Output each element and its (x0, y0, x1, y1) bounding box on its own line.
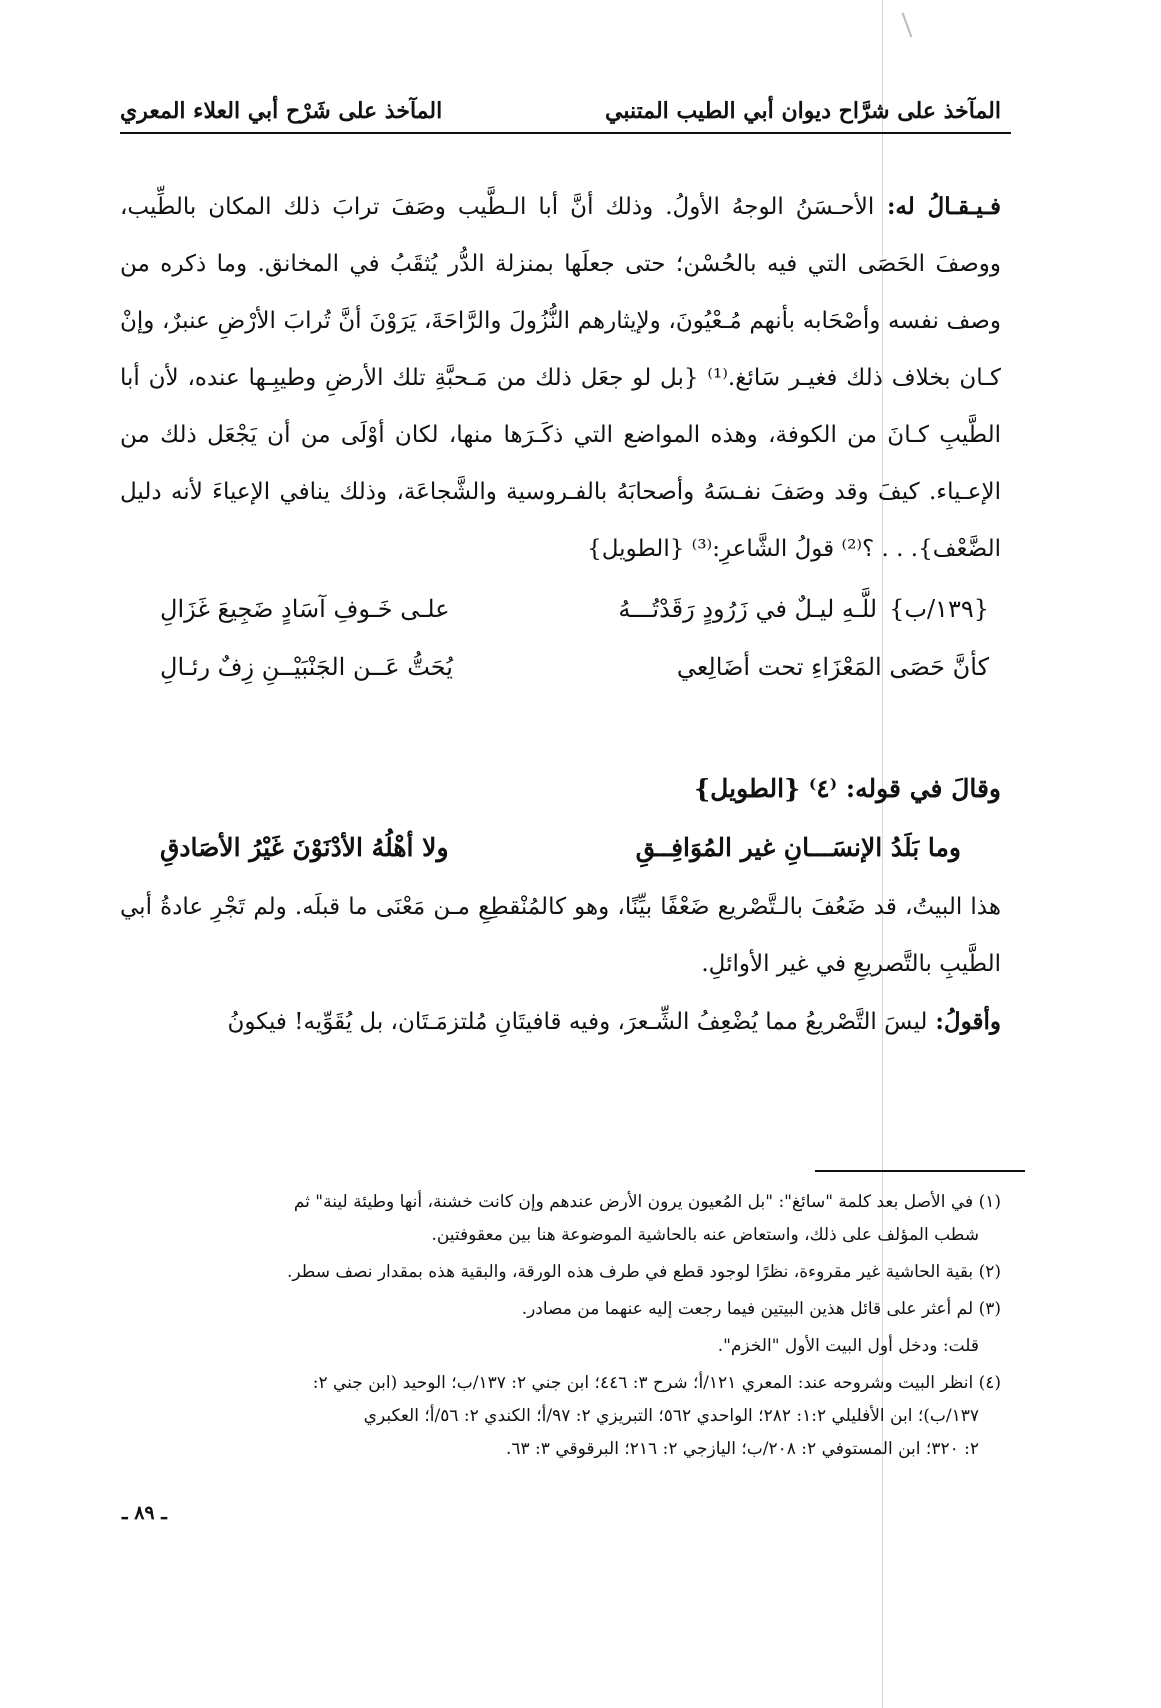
footnotes (120, 1186, 1001, 1470)
paragraph-2: هذا البيتُ، قد ضَعُفَ بالـتَّصْريع ضَعْفًا بيِّنًا، وهو كالمُنْقطِعِ مـن مَعْنَى ما قبلَه. ولم تَجْرِ عادةُ أبي الطَّيبِ بالتَّصريعِ في غير الأوائلِ. (120, 894, 1001, 977)
section-gap (120, 696, 1001, 760)
footnote-rule (815, 1170, 1025, 1172)
footnote-1 (120, 1186, 1001, 1252)
paragraph-1-text: الأحـسَنُ الوجهُ الأولُ. وذلك أنَّ أبا الـطَّيب وصَفَ ترابَ ذلك المكان بالطِّيب، ووصفَ الحَصَى التي فيه بالحُسْن؛ حتى جعلَها بمنزلة الدُّر يُثقَبُ في المخانق. وما ذكره من وصف نفسه وأصْحَابه بأنهم مُـعْيُونَ، ولإيثارهم النُّزُولَ والرَّاحَةَ، يَرَوْنَ أنَّ تُرابَ الأرْضِ عنبرٌ، وإنْ كـان بخلاف ذلك فغيـر سَائغ.⁽¹⁾ {بل لو جعَل ذلك من مَـحبَّةِ تلك الأرضِ وطيبِـها عنده، لأن أبا الطَّيبِ كـانَ من الكوفة، وهذه المواضع التي ذكَـرَها منها، لكان أوْلَى من أن يَجْعَل ذلك من الإعـياء. كيفَ وقد وصَفَ نفـسَهُ وأصحابَهُ بالفـروسية والشَّجاعَة، وذلك ينافي الإعياءَ لأنه دليل الضَّعْف}. . . ؟⁽²⁾ قولُ الشَّاعرِ:⁽³⁾ {الطويل} (120, 194, 1001, 562)
verse-1-line-1-right: {١٣٩/ب}للَّـهِ ليـلٌ في زَرُودٍ رَقَدْتُـــهُ (618, 595, 989, 623)
margin-mark (902, 12, 913, 37)
footnote-3: (٣) لم أعثر على قائل هذين البيتين فيما رجعت إليه عنهما من مصادر. (521, 1299, 1001, 1319)
paragraph-1 (120, 178, 1001, 578)
verse-2-right: وما بَلَدُ الإنسَـــانِ غير المُوَافِــقِ (635, 833, 961, 862)
page-number: ـ ٨٩ ـ (122, 1502, 167, 1524)
footnote-2: (٢) بقية الحاشية غير مقروءة، نظرًا لوجود قطع في طرف هذه الورقة، والبقية هذه بمقدار نصف سطر. (287, 1262, 1001, 1282)
header-left-title: المآخذ على شَرْح أبي العلاء المعري (120, 98, 443, 124)
running-header (120, 84, 1001, 124)
verse-2-left: ولا أهْلُهُ الأدْنَوْنَ غَيْرُ الأصَادقِ (160, 833, 449, 862)
verse-block-1 (120, 580, 1001, 696)
footnote-1-line-2: شطب المؤلف على ذلك، واستعاض عنه بالحاشية الموضوعة هنا بين معقوفتين. (431, 1225, 979, 1245)
folio-marker: {١٣٩/ب} (889, 595, 989, 623)
verse-1-line-1-left: علـى خَـوفِ آسَادٍ ضَجِيعَ غَزَالِ (160, 595, 450, 623)
footnote-4-line-2: ١٣٧/ب)؛ ابن الأفليلي ١:٢: ٢٨٢؛ الواحدي ٥٦٢؛ التبريزي ٢: ٩٧/أ؛ الكندي ٢: ٥٦/أ؛ العكبري (363, 1406, 979, 1426)
footnote-4-line-1: (٤) انظر البيت وشروحه عند: المعري ١٢١/أ؛ شرح ٣: ٤٤٦؛ ابن جني ٢: ١٣٧/ب؛ الوحيد (ابن جني ٢: (312, 1373, 1001, 1393)
verse-2 (120, 817, 1001, 879)
footnote-4 (120, 1367, 1001, 1466)
verse-1-line-2-left: يُحَتُّ عَــن الجَنْبَيْــنِ زِفٌ رئـالِ (160, 653, 453, 681)
footnote-1-line-1: (١) في الأصل بعد كلمة "سائغ": "بل المُعيون يرون الأرض عندهم وإن كانت خشنة، أنها وطيئة لينة" ثم (293, 1192, 1001, 1212)
verse-1-line-2 (120, 638, 1001, 696)
verse-1-line-1 (120, 580, 1001, 638)
paragraph-3-text: ليسَ التَّصْريعُ مما يُضْعِفُ الشِّـعرَ، وفيه قافيتَانِ مُلتزمَـتَان، بل يُقَوِّيه! فيكونُ (227, 1009, 928, 1035)
footnote-4-line-3: ٢: ٣٢٠؛ ابن المستوفي ٢: ٢٠٨/ب؛ اليازجي ٢: ٢١٦؛ البرقوقي ٣: ٦٣. (505, 1439, 979, 1459)
section-heading: وقالَ في قوله: ⁽٤⁾ {الطويل} (694, 774, 1001, 803)
paragraph-1-lead: فـيـقـالُ له: (874, 193, 1001, 220)
header-rule (120, 132, 1011, 134)
header-right-title: المآخذ على شرَّاح ديوان أبي الطيب المتنبي (605, 98, 1001, 124)
verse-1-line-2-right: كأنَّ حَصَى المَعْزَاءِ تحت أضَالِعي (676, 653, 989, 681)
footnote-3-note: قلت: ودخل أول البيت الأول "الخزم". (717, 1336, 979, 1356)
main-text (120, 178, 1001, 1051)
paragraph-3-lead: وأقولُ: (927, 1008, 1001, 1035)
paragraph-3 (120, 993, 1001, 1051)
